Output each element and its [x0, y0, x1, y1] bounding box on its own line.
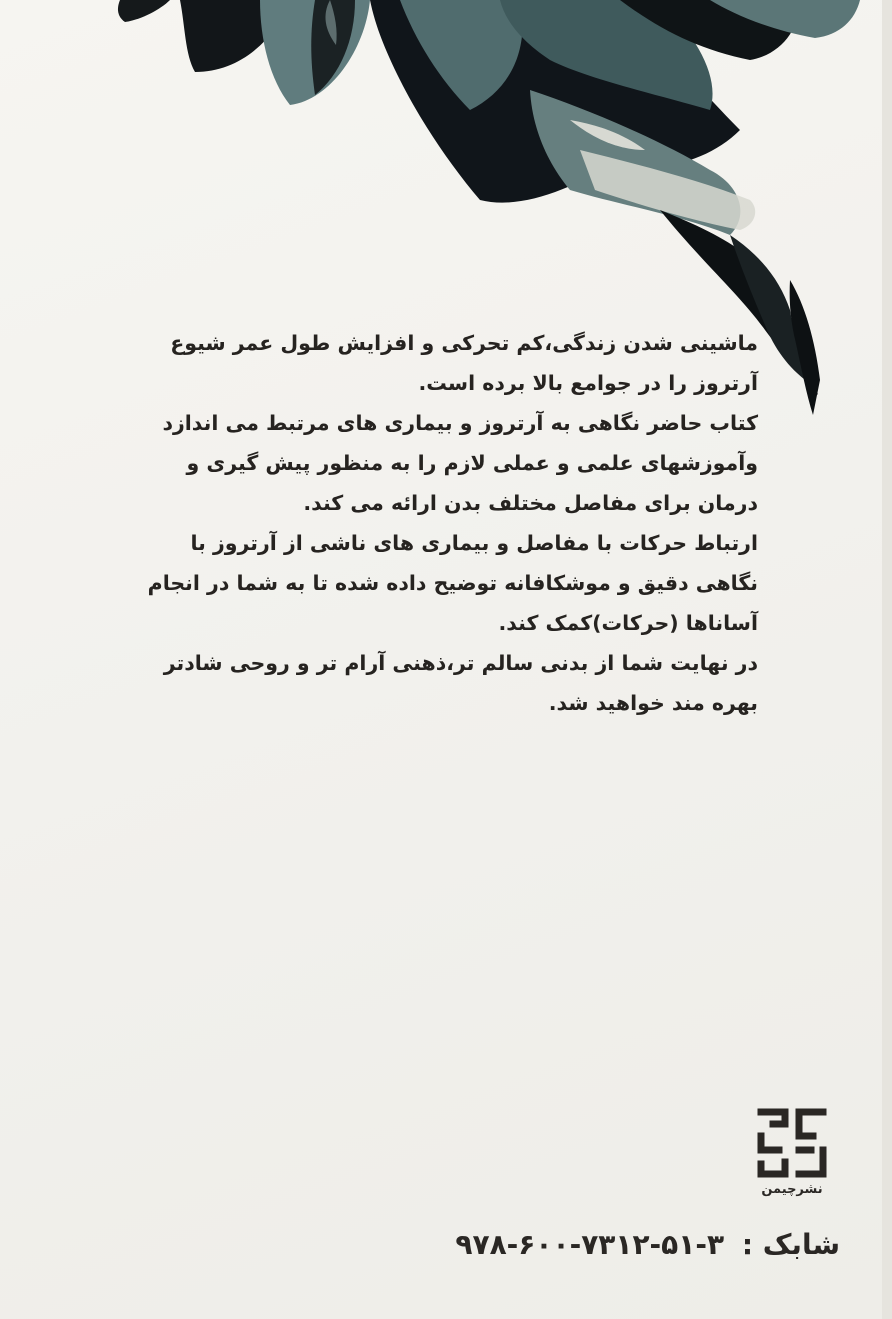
isbn — [400, 1228, 840, 1261]
blurb-line: ماشینی شدن زندگی،کم تحرکی و افزایش طول عمر شیوع — [170, 331, 758, 355]
blurb-line: وآموزشهای علمی و عملی لازم را به منظور پیش گیری و — [186, 451, 758, 475]
blurb-line: کتاب حاضر نگاهی به آرتروز و بیماری های مرتبط می اندازد — [162, 411, 758, 435]
blurb-line: بهره مند خواهید شد. — [548, 691, 758, 715]
blurb-line: نگاهی دقیق و موشکافانه توضیح داده شده تا به شما در انجام — [147, 571, 758, 595]
publisher-emblem-icon — [755, 1106, 829, 1180]
publisher-logo — [752, 1106, 832, 1206]
blurb-line: درمان برای مفاصل مختلف بدن ارائه می کند. — [303, 491, 758, 515]
publisher-name: نشرچیمن — [761, 1182, 823, 1197]
isbn-number: ۹۷۸-۶۰۰-۷۳۱۲-۵۱-۳ — [455, 1228, 725, 1261]
blurb-line: در نهایت شما از بدنی سالم تر،ذهنی آرام تر و روحی شادتر — [163, 651, 758, 675]
back-cover-blurb — [147, 323, 758, 723]
blurb-line: آسانا‌ها (حرکات)کمک کند. — [498, 611, 758, 635]
isbn-label: شابک : — [741, 1228, 840, 1261]
cover-spine-edge — [882, 0, 892, 1319]
blurb-line: آرتروز را در جوامع بالا برده است. — [418, 371, 758, 395]
blurb-line: ارتباط حرکات با مفاصل و بیماری های ناشی از آرتروز با — [190, 531, 758, 555]
